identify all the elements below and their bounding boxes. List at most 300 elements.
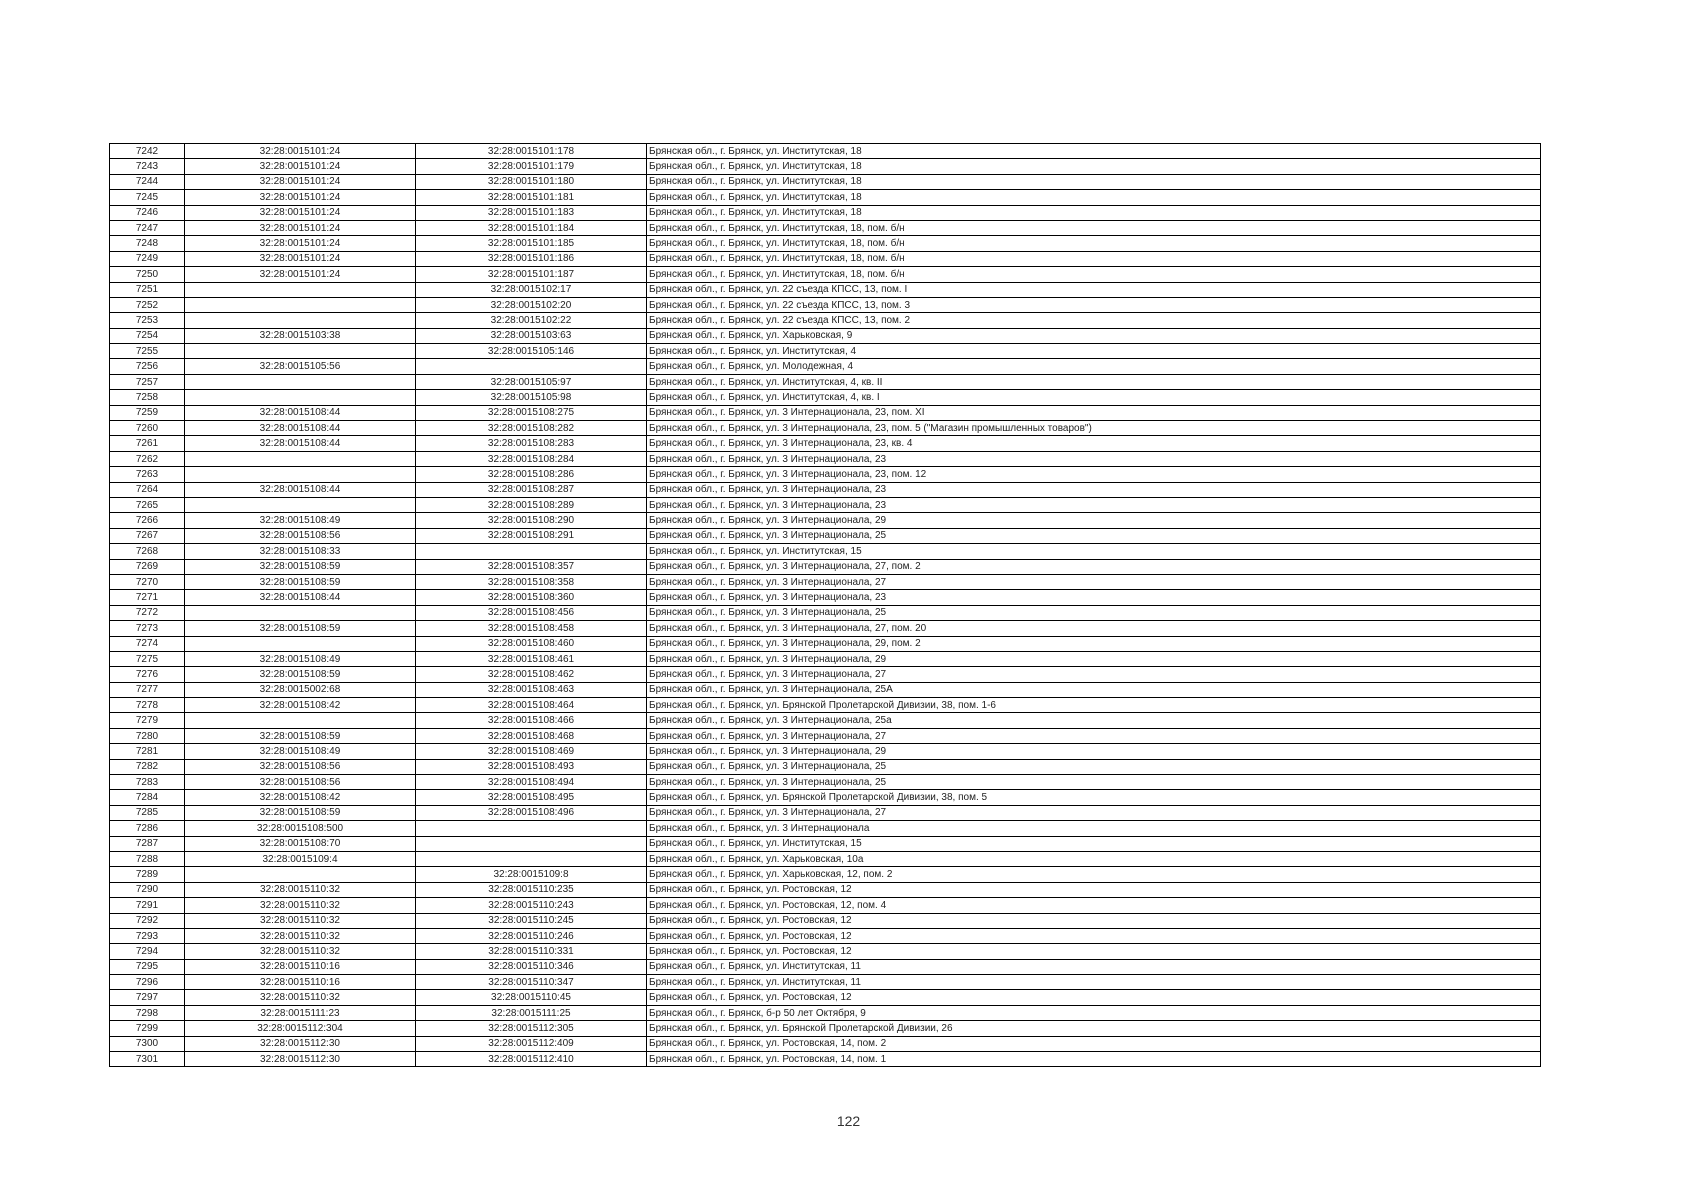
table-row bbox=[110, 544, 1541, 559]
address-cell: Брянская обл., г. Брянск, ул. Институтская, 4, кв. I bbox=[647, 390, 1541, 405]
object-number-cell bbox=[416, 836, 647, 851]
object-number-cell bbox=[416, 544, 647, 559]
object-number-cell: 32:28:0015101:179 bbox=[416, 159, 647, 174]
row-number-cell: 7287 bbox=[110, 836, 185, 851]
object-number-cell: 32:28:0015108:496 bbox=[416, 805, 647, 820]
table-row bbox=[110, 651, 1541, 666]
object-number-cell: 32:28:0015109:8 bbox=[416, 867, 647, 882]
row-number-cell: 7276 bbox=[110, 667, 185, 682]
quarter-number-cell: 32:28:0015108:33 bbox=[185, 544, 416, 559]
address-cell: Брянская обл., г. Брянск, ул. Харьковская, 12, пом. 2 bbox=[647, 867, 1541, 882]
object-number-cell: 32:28:0015105:98 bbox=[416, 390, 647, 405]
quarter-number-cell: 32:28:0015101:24 bbox=[185, 144, 416, 159]
quarter-number-cell: 32:28:0015108:49 bbox=[185, 513, 416, 528]
object-number-cell: 32:28:0015108:290 bbox=[416, 513, 647, 528]
row-number-cell: 7288 bbox=[110, 851, 185, 866]
row-number-cell: 7298 bbox=[110, 1005, 185, 1020]
row-number-cell: 7255 bbox=[110, 344, 185, 359]
address-cell: Брянская обл., г. Брянск, б-р 50 лет Октября, 9 bbox=[647, 1005, 1541, 1020]
table-row bbox=[110, 267, 1541, 282]
table-body bbox=[110, 144, 1541, 1067]
quarter-number-cell: 32:28:0015108:44 bbox=[185, 421, 416, 436]
quarter-number-cell: 32:28:0015101:24 bbox=[185, 251, 416, 266]
address-cell: Брянская обл., г. Брянск, ул. Ростовская, 12 bbox=[647, 990, 1541, 1005]
quarter-number-cell: 32:28:0015108:500 bbox=[185, 821, 416, 836]
row-number-cell: 7296 bbox=[110, 975, 185, 990]
table-row bbox=[110, 1036, 1541, 1051]
table-row bbox=[110, 190, 1541, 205]
row-number-cell: 7246 bbox=[110, 205, 185, 220]
row-number-cell: 7272 bbox=[110, 605, 185, 620]
table-row bbox=[110, 220, 1541, 235]
address-cell: Брянская обл., г. Брянск, ул. 3 Интернационала, 29 bbox=[647, 513, 1541, 528]
quarter-number-cell: 32:28:0015110:32 bbox=[185, 882, 416, 897]
row-number-cell: 7270 bbox=[110, 574, 185, 589]
address-cell: Брянская обл., г. Брянск, ул. 3 Интернационала, 29 bbox=[647, 651, 1541, 666]
table-row bbox=[110, 944, 1541, 959]
row-number-cell: 7281 bbox=[110, 744, 185, 759]
table-row bbox=[110, 636, 1541, 651]
table-row bbox=[110, 836, 1541, 851]
object-number-cell: 32:28:0015102:20 bbox=[416, 297, 647, 312]
row-number-cell: 7285 bbox=[110, 805, 185, 820]
address-cell: Брянская обл., г. Брянск, ул. Институтская, 18 bbox=[647, 174, 1541, 189]
table-row bbox=[110, 421, 1541, 436]
table-row bbox=[110, 621, 1541, 636]
table-row bbox=[110, 821, 1541, 836]
object-number-cell: 32:28:0015108:493 bbox=[416, 759, 647, 774]
quarter-number-cell bbox=[185, 282, 416, 297]
address-cell: Брянская обл., г. Брянск, ул. 3 Интернационала, 23 bbox=[647, 497, 1541, 512]
table-row bbox=[110, 359, 1541, 374]
quarter-number-cell: 32:28:0015108:59 bbox=[185, 667, 416, 682]
address-cell: Брянская обл., г. Брянск, ул. 3 Интернационала, 25А bbox=[647, 682, 1541, 697]
row-number-cell: 7257 bbox=[110, 374, 185, 389]
table-row bbox=[110, 928, 1541, 943]
quarter-number-cell: 32:28:0015108:56 bbox=[185, 759, 416, 774]
address-cell: Брянская обл., г. Брянск, ул. 3 Интернационала, 29, пом. 2 bbox=[647, 636, 1541, 651]
table-row bbox=[110, 313, 1541, 328]
quarter-number-cell: 32:28:0015110:32 bbox=[185, 898, 416, 913]
address-cell: Брянская обл., г. Брянск, ул. 22 съезда КПСС, 13, пом. 3 bbox=[647, 297, 1541, 312]
row-number-cell: 7260 bbox=[110, 421, 185, 436]
table-row bbox=[110, 328, 1541, 343]
table-row bbox=[110, 790, 1541, 805]
quarter-number-cell: 32:28:0015110:16 bbox=[185, 975, 416, 990]
row-number-cell: 7259 bbox=[110, 405, 185, 420]
quarter-number-cell: 32:28:0015108:49 bbox=[185, 651, 416, 666]
row-number-cell: 7278 bbox=[110, 698, 185, 713]
object-number-cell: 32:28:0015108:460 bbox=[416, 636, 647, 651]
table-row bbox=[110, 574, 1541, 589]
table-row bbox=[110, 867, 1541, 882]
table-row bbox=[110, 682, 1541, 697]
row-number-cell: 7290 bbox=[110, 882, 185, 897]
row-number-cell: 7247 bbox=[110, 220, 185, 235]
row-number-cell: 7267 bbox=[110, 528, 185, 543]
quarter-number-cell bbox=[185, 313, 416, 328]
quarter-number-cell: 32:28:0015101:24 bbox=[185, 190, 416, 205]
row-number-cell: 7294 bbox=[110, 944, 185, 959]
quarter-number-cell: 32:28:0015101:24 bbox=[185, 220, 416, 235]
object-number-cell: 32:28:0015108:494 bbox=[416, 775, 647, 790]
address-cell: Брянская обл., г. Брянск, ул. 3 Интернационала, 25 bbox=[647, 775, 1541, 790]
address-cell: Брянская обл., г. Брянск, ул. Институтская, 18, пом. б/н bbox=[647, 236, 1541, 251]
row-number-cell: 7264 bbox=[110, 482, 185, 497]
address-cell: Брянская обл., г. Брянск, ул. 3 Интернационала, 27 bbox=[647, 805, 1541, 820]
row-number-cell: 7283 bbox=[110, 775, 185, 790]
quarter-number-cell bbox=[185, 467, 416, 482]
table-row bbox=[110, 405, 1541, 420]
address-cell: Брянская обл., г. Брянск, ул. Институтская, 18 bbox=[647, 159, 1541, 174]
row-number-cell: 7242 bbox=[110, 144, 185, 159]
object-number-cell: 32:28:0015110:245 bbox=[416, 913, 647, 928]
address-cell: Брянская обл., г. Брянск, ул. 3 Интернационала, 23, кв. 4 bbox=[647, 436, 1541, 451]
quarter-number-cell: 32:28:0015110:32 bbox=[185, 913, 416, 928]
object-number-cell: 32:28:0015108:286 bbox=[416, 467, 647, 482]
address-cell: Брянская обл., г. Брянск, ул. Брянской Пролетарской Дивизии, 38, пом. 1-6 bbox=[647, 698, 1541, 713]
table-row bbox=[110, 374, 1541, 389]
quarter-number-cell: 32:28:0015108:44 bbox=[185, 436, 416, 451]
address-cell: Брянская обл., г. Брянск, ул. 3 Интернационала, 27 bbox=[647, 574, 1541, 589]
quarter-number-cell: 32:28:0015112:304 bbox=[185, 1021, 416, 1036]
object-number-cell: 32:28:0015112:409 bbox=[416, 1036, 647, 1051]
object-number-cell: 32:28:0015108:289 bbox=[416, 497, 647, 512]
row-number-cell: 7266 bbox=[110, 513, 185, 528]
table-row bbox=[110, 851, 1541, 866]
row-number-cell: 7269 bbox=[110, 559, 185, 574]
row-number-cell: 7289 bbox=[110, 867, 185, 882]
row-number-cell: 7261 bbox=[110, 436, 185, 451]
object-number-cell: 32:28:0015101:180 bbox=[416, 174, 647, 189]
row-number-cell: 7300 bbox=[110, 1036, 185, 1051]
address-cell: Брянская обл., г. Брянск, ул. 3 Интернационала, 25 bbox=[647, 605, 1541, 620]
table-row bbox=[110, 251, 1541, 266]
quarter-number-cell: 32:28:0015108:59 bbox=[185, 728, 416, 743]
row-number-cell: 7250 bbox=[110, 267, 185, 282]
table-row bbox=[110, 174, 1541, 189]
quarter-number-cell bbox=[185, 636, 416, 651]
registry-table bbox=[109, 143, 1541, 1067]
object-number-cell: 32:28:0015108:283 bbox=[416, 436, 647, 451]
table-row bbox=[110, 667, 1541, 682]
address-cell: Брянская обл., г. Брянск, ул. Молодежная, 4 bbox=[647, 359, 1541, 374]
address-cell: Брянская обл., г. Брянск, ул. Ростовская, 12 bbox=[647, 928, 1541, 943]
quarter-number-cell: 32:28:0015108:44 bbox=[185, 590, 416, 605]
table-row bbox=[110, 1052, 1541, 1067]
row-number-cell: 7254 bbox=[110, 328, 185, 343]
table-row bbox=[110, 482, 1541, 497]
table-row bbox=[110, 744, 1541, 759]
row-number-cell: 7251 bbox=[110, 282, 185, 297]
row-number-cell: 7299 bbox=[110, 1021, 185, 1036]
address-cell: Брянская обл., г. Брянск, ул. 3 Интернационала, 23, пом. 12 bbox=[647, 467, 1541, 482]
row-number-cell: 7271 bbox=[110, 590, 185, 605]
object-number-cell: 32:28:0015101:186 bbox=[416, 251, 647, 266]
table-row bbox=[110, 805, 1541, 820]
object-number-cell: 32:28:0015110:331 bbox=[416, 944, 647, 959]
address-cell: Брянская обл., г. Брянск, ул. 3 Интернационала, 25 bbox=[647, 528, 1541, 543]
quarter-number-cell: 32:28:0015101:24 bbox=[185, 267, 416, 282]
table-row bbox=[110, 698, 1541, 713]
table-row bbox=[110, 344, 1541, 359]
object-number-cell: 32:28:0015108:466 bbox=[416, 713, 647, 728]
quarter-number-cell: 32:28:0015101:24 bbox=[185, 236, 416, 251]
table-row bbox=[110, 451, 1541, 466]
quarter-number-cell bbox=[185, 374, 416, 389]
object-number-cell: 32:28:0015108:284 bbox=[416, 451, 647, 466]
quarter-number-cell: 32:28:0015110:32 bbox=[185, 990, 416, 1005]
object-number-cell: 32:28:0015108:469 bbox=[416, 744, 647, 759]
row-number-cell: 7286 bbox=[110, 821, 185, 836]
address-cell: Брянская обл., г. Брянск, ул. Институтская, 11 bbox=[647, 959, 1541, 974]
quarter-number-cell bbox=[185, 713, 416, 728]
row-number-cell: 7243 bbox=[110, 159, 185, 174]
table-row bbox=[110, 513, 1541, 528]
quarter-number-cell bbox=[185, 297, 416, 312]
address-cell: Брянская обл., г. Брянск, ул. Ростовская, 12 bbox=[647, 944, 1541, 959]
row-number-cell: 7292 bbox=[110, 913, 185, 928]
object-number-cell: 32:28:0015105:146 bbox=[416, 344, 647, 359]
address-cell: Брянская обл., г. Брянск, ул. 3 Интернационала, 27 bbox=[647, 728, 1541, 743]
quarter-number-cell bbox=[185, 867, 416, 882]
table-row bbox=[110, 390, 1541, 405]
address-cell: Брянская обл., г. Брянск, ул. 3 Интернационала, 23, пом. 5 ("Магазин промышленных товаров") bbox=[647, 421, 1541, 436]
address-cell: Брянская обл., г. Брянск, ул. Харьковская, 9 bbox=[647, 328, 1541, 343]
object-number-cell: 32:28:0015101:178 bbox=[416, 144, 647, 159]
address-cell: Брянская обл., г. Брянск, ул. Ростовская, 12 bbox=[647, 913, 1541, 928]
row-number-cell: 7291 bbox=[110, 898, 185, 913]
table-row bbox=[110, 898, 1541, 913]
object-number-cell: 32:28:0015103:63 bbox=[416, 328, 647, 343]
table-row bbox=[110, 467, 1541, 482]
table-row bbox=[110, 713, 1541, 728]
address-cell: Брянская обл., г. Брянск, ул. 3 Интернационала, 27, пом. 20 bbox=[647, 621, 1541, 636]
quarter-number-cell: 32:28:0015112:30 bbox=[185, 1052, 416, 1067]
address-cell: Брянская обл., г. Брянск, ул. 3 Интернационала, 29 bbox=[647, 744, 1541, 759]
table-row bbox=[110, 282, 1541, 297]
object-number-cell: 32:28:0015112:305 bbox=[416, 1021, 647, 1036]
object-number-cell: 32:28:0015110:246 bbox=[416, 928, 647, 943]
table-row bbox=[110, 775, 1541, 790]
quarter-number-cell: 32:28:0015101:24 bbox=[185, 205, 416, 220]
row-number-cell: 7301 bbox=[110, 1052, 185, 1067]
object-number-cell: 32:28:0015108:282 bbox=[416, 421, 647, 436]
table-row bbox=[110, 236, 1541, 251]
object-number-cell: 32:28:0015108:468 bbox=[416, 728, 647, 743]
table-row bbox=[110, 144, 1541, 159]
quarter-number-cell: 32:28:0015110:32 bbox=[185, 944, 416, 959]
table-row bbox=[110, 975, 1541, 990]
address-cell: Брянская обл., г. Брянск, ул. Институтская, 18, пом. б/н bbox=[647, 251, 1541, 266]
quarter-number-cell bbox=[185, 605, 416, 620]
address-cell: Брянская обл., г. Брянск, ул. 3 Интернационала, 23, пом. XI bbox=[647, 405, 1541, 420]
table-row bbox=[110, 1005, 1541, 1020]
quarter-number-cell: 32:28:0015108:59 bbox=[185, 805, 416, 820]
object-number-cell: 32:28:0015108:462 bbox=[416, 667, 647, 682]
row-number-cell: 7273 bbox=[110, 621, 185, 636]
object-number-cell: 32:28:0015110:45 bbox=[416, 990, 647, 1005]
object-number-cell: 32:28:0015110:346 bbox=[416, 959, 647, 974]
address-cell: Брянская обл., г. Брянск, ул. 3 Интернационала, 25 bbox=[647, 759, 1541, 774]
quarter-number-cell: 32:28:0015108:70 bbox=[185, 836, 416, 851]
quarter-number-cell: 32:28:0015101:24 bbox=[185, 174, 416, 189]
object-number-cell: 32:28:0015105:97 bbox=[416, 374, 647, 389]
row-number-cell: 7265 bbox=[110, 497, 185, 512]
quarter-number-cell: 32:28:0015101:24 bbox=[185, 159, 416, 174]
row-number-cell: 7253 bbox=[110, 313, 185, 328]
address-cell: Брянская обл., г. Брянск, ул. Брянской Пролетарской Дивизии, 38, пом. 5 bbox=[647, 790, 1541, 805]
table-row bbox=[110, 559, 1541, 574]
row-number-cell: 7252 bbox=[110, 297, 185, 312]
object-number-cell: 32:28:0015108:495 bbox=[416, 790, 647, 805]
table-row bbox=[110, 528, 1541, 543]
table-row bbox=[110, 297, 1541, 312]
quarter-number-cell bbox=[185, 451, 416, 466]
table-row bbox=[110, 913, 1541, 928]
object-number-cell: 32:28:0015110:243 bbox=[416, 898, 647, 913]
table-row bbox=[110, 759, 1541, 774]
table-row bbox=[110, 436, 1541, 451]
quarter-number-cell: 32:28:0015110:16 bbox=[185, 959, 416, 974]
address-cell: Брянская обл., г. Брянск, ул. Институтская, 4 bbox=[647, 344, 1541, 359]
address-cell: Брянская обл., г. Брянск, ул. Институтская, 18 bbox=[647, 144, 1541, 159]
quarter-number-cell: 32:28:0015105:56 bbox=[185, 359, 416, 374]
row-number-cell: 7256 bbox=[110, 359, 185, 374]
table-row bbox=[110, 497, 1541, 512]
row-number-cell: 7274 bbox=[110, 636, 185, 651]
object-number-cell: 32:28:0015108:357 bbox=[416, 559, 647, 574]
address-cell: Брянская обл., г. Брянск, ул. 3 Интернационала, 27, пом. 2 bbox=[647, 559, 1541, 574]
row-number-cell: 7258 bbox=[110, 390, 185, 405]
table-row bbox=[110, 1021, 1541, 1036]
row-number-cell: 7279 bbox=[110, 713, 185, 728]
object-number-cell: 32:28:0015102:22 bbox=[416, 313, 647, 328]
table-row bbox=[110, 882, 1541, 897]
object-number-cell: 32:28:0015101:187 bbox=[416, 267, 647, 282]
address-cell: Брянская обл., г. Брянск, ул. 3 Интернационала, 23 bbox=[647, 451, 1541, 466]
address-cell: Брянская обл., г. Брянск, ул. Институтская, 15 bbox=[647, 544, 1541, 559]
object-number-cell: 32:28:0015101:181 bbox=[416, 190, 647, 205]
address-cell: Брянская обл., г. Брянск, ул. 22 съезда КПСС, 13, пом. 2 bbox=[647, 313, 1541, 328]
object-number-cell: 32:28:0015101:184 bbox=[416, 220, 647, 235]
address-cell: Брянская обл., г. Брянск, ул. Институтская, 18 bbox=[647, 205, 1541, 220]
object-number-cell: 32:28:0015108:291 bbox=[416, 528, 647, 543]
object-number-cell bbox=[416, 851, 647, 866]
address-cell: Брянская обл., г. Брянск, ул. Ростовская, 14, пом. 1 bbox=[647, 1052, 1541, 1067]
quarter-number-cell: 32:28:0015103:38 bbox=[185, 328, 416, 343]
object-number-cell: 32:28:0015108:360 bbox=[416, 590, 647, 605]
quarter-number-cell: 32:28:0015112:30 bbox=[185, 1036, 416, 1051]
address-cell: Брянская обл., г. Брянск, ул. Институтская, 18, пом. б/н bbox=[647, 267, 1541, 282]
row-number-cell: 7284 bbox=[110, 790, 185, 805]
quarter-number-cell: 32:28:0015111:23 bbox=[185, 1005, 416, 1020]
address-cell: Брянская обл., г. Брянск, ул. 3 Интернационала bbox=[647, 821, 1541, 836]
address-cell: Брянская обл., г. Брянск, ул. Институтская, 4, кв. II bbox=[647, 374, 1541, 389]
address-cell: Брянская обл., г. Брянск, ул. Институтская, 18, пом. б/н bbox=[647, 220, 1541, 235]
object-number-cell: 32:28:0015108:461 bbox=[416, 651, 647, 666]
object-number-cell: 32:28:0015102:17 bbox=[416, 282, 647, 297]
address-cell: Брянская обл., г. Брянск, ул. 3 Интернационала, 25а bbox=[647, 713, 1541, 728]
quarter-number-cell bbox=[185, 390, 416, 405]
row-number-cell: 7275 bbox=[110, 651, 185, 666]
object-number-cell bbox=[416, 821, 647, 836]
object-number-cell: 32:28:0015108:463 bbox=[416, 682, 647, 697]
quarter-number-cell: 32:28:0015108:44 bbox=[185, 482, 416, 497]
address-cell: Брянская обл., г. Брянск, ул. Брянской Пролетарской Дивизии, 26 bbox=[647, 1021, 1541, 1036]
address-cell: Брянская обл., г. Брянск, ул. 22 съезда КПСС, 13, пом. I bbox=[647, 282, 1541, 297]
table-row bbox=[110, 959, 1541, 974]
object-number-cell: 32:28:0015108:464 bbox=[416, 698, 647, 713]
address-cell: Брянская обл., г. Брянск, ул. Институтская, 18 bbox=[647, 190, 1541, 205]
table-row bbox=[110, 205, 1541, 220]
table-row bbox=[110, 159, 1541, 174]
quarter-number-cell: 32:28:0015110:32 bbox=[185, 928, 416, 943]
object-number-cell: 32:28:0015108:358 bbox=[416, 574, 647, 589]
row-number-cell: 7277 bbox=[110, 682, 185, 697]
quarter-number-cell: 32:28:0015108:42 bbox=[185, 698, 416, 713]
row-number-cell: 7282 bbox=[110, 759, 185, 774]
row-number-cell: 7249 bbox=[110, 251, 185, 266]
row-number-cell: 7297 bbox=[110, 990, 185, 1005]
object-number-cell: 32:28:0015101:185 bbox=[416, 236, 647, 251]
object-number-cell: 32:28:0015110:235 bbox=[416, 882, 647, 897]
address-cell: Брянская обл., г. Брянск, ул. 3 Интернационала, 27 bbox=[647, 667, 1541, 682]
row-number-cell: 7262 bbox=[110, 451, 185, 466]
quarter-number-cell: 32:28:0015108:44 bbox=[185, 405, 416, 420]
address-cell: Брянская обл., г. Брянск, ул. Ростовская, 12, пом. 4 bbox=[647, 898, 1541, 913]
address-cell: Брянская обл., г. Брянск, ул. 3 Интернационала, 23 bbox=[647, 590, 1541, 605]
quarter-number-cell: 32:28:0015108:56 bbox=[185, 775, 416, 790]
object-number-cell bbox=[416, 359, 647, 374]
address-cell: Брянская обл., г. Брянск, ул. 3 Интернационала, 23 bbox=[647, 482, 1541, 497]
quarter-number-cell: 32:28:0015108:59 bbox=[185, 574, 416, 589]
address-cell: Брянская обл., г. Брянск, ул. Институтская, 15 bbox=[647, 836, 1541, 851]
row-number-cell: 7268 bbox=[110, 544, 185, 559]
object-number-cell: 32:28:0015112:410 bbox=[416, 1052, 647, 1067]
address-cell: Брянская обл., г. Брянск, ул. Харьковская, 10а bbox=[647, 851, 1541, 866]
address-cell: Брянская обл., г. Брянск, ул. Институтская, 11 bbox=[647, 975, 1541, 990]
object-number-cell: 32:28:0015108:275 bbox=[416, 405, 647, 420]
quarter-number-cell: 32:28:0015108:59 bbox=[185, 559, 416, 574]
row-number-cell: 7244 bbox=[110, 174, 185, 189]
quarter-number-cell bbox=[185, 497, 416, 512]
object-number-cell: 32:28:0015108:287 bbox=[416, 482, 647, 497]
address-cell: Брянская обл., г. Брянск, ул. Ростовская, 14, пом. 2 bbox=[647, 1036, 1541, 1051]
table-row bbox=[110, 990, 1541, 1005]
table-row bbox=[110, 590, 1541, 605]
object-number-cell: 32:28:0015108:458 bbox=[416, 621, 647, 636]
table-row bbox=[110, 605, 1541, 620]
page-number: 122 bbox=[836, 1113, 861, 1129]
address-cell: Брянская обл., г. Брянск, ул. Ростовская, 12 bbox=[647, 882, 1541, 897]
object-number-cell: 32:28:0015111:25 bbox=[416, 1005, 647, 1020]
row-number-cell: 7295 bbox=[110, 959, 185, 974]
row-number-cell: 7280 bbox=[110, 728, 185, 743]
row-number-cell: 7293 bbox=[110, 928, 185, 943]
object-number-cell: 32:28:0015108:456 bbox=[416, 605, 647, 620]
quarter-number-cell: 32:28:0015002:68 bbox=[185, 682, 416, 697]
row-number-cell: 7245 bbox=[110, 190, 185, 205]
object-number-cell: 32:28:0015101:183 bbox=[416, 205, 647, 220]
quarter-number-cell: 32:28:0015108:42 bbox=[185, 790, 416, 805]
object-number-cell: 32:28:0015110:347 bbox=[416, 975, 647, 990]
row-number-cell: 7263 bbox=[110, 467, 185, 482]
table-row bbox=[110, 728, 1541, 743]
row-number-cell: 7248 bbox=[110, 236, 185, 251]
quarter-number-cell bbox=[185, 344, 416, 359]
quarter-number-cell: 32:28:0015108:59 bbox=[185, 621, 416, 636]
